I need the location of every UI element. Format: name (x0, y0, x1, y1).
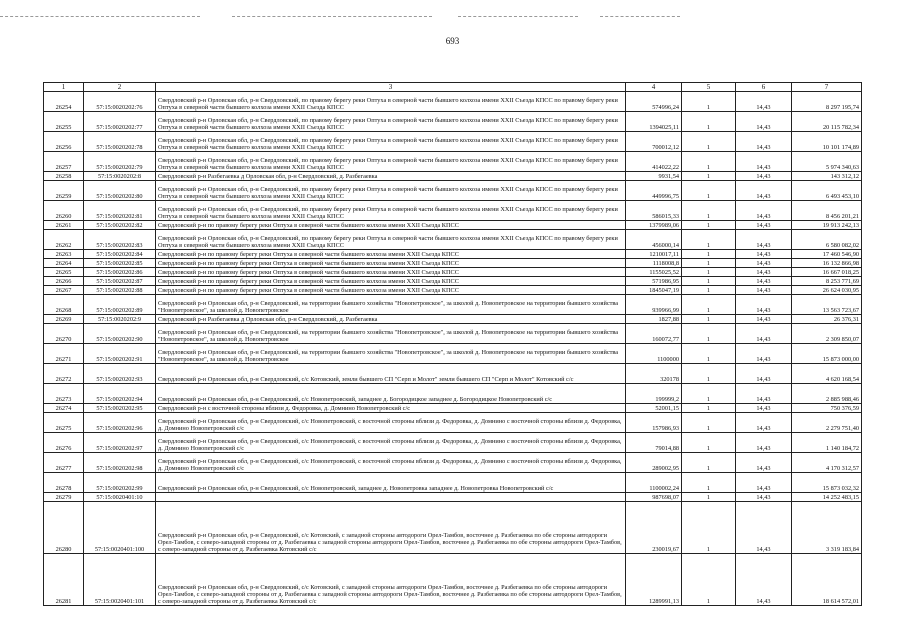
table-row (44, 201, 862, 221)
column-6-cell: 14,43 (736, 413, 792, 433)
row-number-cell: 26256 (44, 132, 84, 152)
value-cell: 6 493 453,10 (792, 181, 862, 201)
address-cell: Свердловский р-н Разбегаевка д Орловская обл, р-н Свердловский, д. Разбегаевка (156, 172, 626, 181)
cadastral-number-cell: 57:15:0020202:98 (84, 453, 156, 473)
address-cell: Свердловский р-н Орловская обл, р-н Свердловский, по правому берегу реки Оптуха в северной части бывшего колхоза имени XXII Съезда КПСС по правому берегу реки Оптуха в северной части бывшего колхоза имени XXII Съезда КПСС (156, 132, 626, 152)
cadastral-number-cell: 57:15:0020202:80 (84, 181, 156, 201)
value-cell: 26 376,31 (792, 315, 862, 324)
table-row (44, 221, 862, 230)
row-number-cell: 26281 (44, 554, 84, 606)
value-cell: 10 101 174,89 (792, 132, 862, 152)
column-header: 5 (682, 83, 736, 92)
cadastral-number-cell: 57:15:0020202:97 (84, 433, 156, 453)
column-header: 4 (626, 83, 682, 92)
address-cell: Свердловский р-н Орловская обл, р-н Свердловский, на территории бывшего хозяйства "Новопетровское", за школой д. Новопетровское на территории бывшего хозяйства "Новопетровское", за школой д. Новопетровское (156, 344, 626, 364)
column-5-cell: 1 (682, 92, 736, 112)
table-row (44, 295, 862, 315)
column-5-cell: 1 (682, 230, 736, 250)
value-cell: 143 312,12 (792, 172, 862, 181)
address-cell: Свердловский р-н Орловская обл, р-н Свердловский, на территории бывшего хозяйства "Новопетровское", за школой д. Новопетровское на территории бывшего хозяйства "Новопетровское", за школой д. Новопетровское (156, 295, 626, 315)
row-number-cell: 26262 (44, 230, 84, 250)
row-number-cell: 26271 (44, 344, 84, 364)
value-cell: 6 580 082,02 (792, 230, 862, 250)
row-number-cell: 26279 (44, 493, 84, 502)
table-row (44, 404, 862, 413)
column-5-cell: 1 (682, 259, 736, 268)
row-number-cell: 26276 (44, 433, 84, 453)
header-row (44, 83, 862, 92)
table-row (44, 230, 862, 250)
cadastral-number-cell: 57:15:0020202:82 (84, 221, 156, 230)
address-cell: Свердловский р-н Орловская обл, р-н Свердловский, по правому берегу реки Оптуха в северной части бывшего колхоза имени XXII Съезда КПСС по правому берегу реки Оптуха в северной части бывшего колхоза имени XXII Съезда КПСС (156, 92, 626, 112)
value-cell: 8 253 771,69 (792, 277, 862, 286)
row-number-cell: 26269 (44, 315, 84, 324)
cadastral-number-cell: 57:15:0020202:84 (84, 250, 156, 259)
column-6-cell: 14,43 (736, 554, 792, 606)
value-cell: 1 140 184,72 (792, 433, 862, 453)
column-5-cell: 1 (682, 502, 736, 554)
row-number-cell: 26268 (44, 295, 84, 315)
column-5-cell: 1 (682, 181, 736, 201)
address-cell: Свердловский р-н Орловская обл, р-н Свердловский, с/с Котовский, с западной стороны автодороги Орел-Тамбов, восточнее д. Разбегаевка по обе стороны автодороги Орел-Тамбов, с северо-западной стороны от д. Разбегаевка с западной стороны автодороги Орел-Тамбов, восточнее д. Разбегаевка по обе стороны автодороги Орел-Тамбов, с северо-западной стороны от д. Разбегаевка Котовский с/с (156, 554, 626, 606)
column-6-cell: 14,43 (736, 152, 792, 172)
table-row (44, 364, 862, 384)
area-cell: 571986,95 (626, 277, 682, 286)
value-cell: 20 115 782,34 (792, 112, 862, 132)
value-cell: 14 252 483,15 (792, 493, 862, 502)
column-header: 1 (44, 83, 84, 92)
table-row (44, 132, 862, 152)
value-cell: 8 456 201,21 (792, 201, 862, 221)
column-5-cell: 1 (682, 277, 736, 286)
value-cell: 16 132 866,98 (792, 259, 862, 268)
value-cell: 3 319 183,84 (792, 502, 862, 554)
row-number-cell: 26278 (44, 473, 84, 493)
column-header: 7 (792, 83, 862, 92)
column-6-cell: 14,43 (736, 384, 792, 404)
column-header: 2 (84, 83, 156, 92)
area-cell: 1827,88 (626, 315, 682, 324)
column-5-cell: 1 (682, 112, 736, 132)
column-6-cell: 14,43 (736, 453, 792, 473)
area-cell: 414022,22 (626, 152, 682, 172)
table-row (44, 92, 862, 112)
address-cell: Свердловский р-н по правому берегу реки Оптуха в северной части бывшего колхоза имени XXII Съезда КПСС (156, 286, 626, 295)
address-cell: Свердловский р-н с восточной стороны вблизи д. Федоровка, д. Домнино Новопетровский с/с (156, 404, 626, 413)
column-6-cell: 14,43 (736, 132, 792, 152)
area-cell: 586015,33 (626, 201, 682, 221)
cadastral-number-cell: 57:15:0020202:90 (84, 324, 156, 344)
cadastral-number-cell: 57:15:0020202:95 (84, 404, 156, 413)
column-5-cell: 1 (682, 344, 736, 364)
address-cell: Свердловский р-н Орловская обл, р-н Свердловский, с/с Котовский, с западной стороны автодороги Орел-Тамбов, восточнее д. Разбегаевка по обе стороны автодороги Орел-Тамбов, с северо-западной стороны от д. Разбегаевка с западной стороны автодороги Орел-Тамбов, восточнее д. Разбегаевка по обе стороны автодороги Орел-Тамбов, с северо-западной стороны от д. Разбегаевка Котовский с/с (156, 502, 626, 554)
row-number-cell: 26267 (44, 286, 84, 295)
column-6-cell: 14,43 (736, 433, 792, 453)
page-number: 693 (445, 36, 460, 46)
table-row (44, 181, 862, 201)
address-cell (156, 493, 626, 502)
cadastral-number-cell: 57:15:0020202:76 (84, 92, 156, 112)
address-cell: Свердловский р-н Разбегаевка д Орловская обл, р-н Свердловский, д. Разбегаевка (156, 315, 626, 324)
address-cell: Свердловский р-н Орловская обл, р-н Свердловский, с/с Котовский, земли бывшего СП "Серп и Молот" земли бывшего СП "Серп и Молот" Котовский с/с (156, 364, 626, 384)
column-6-cell: 14,43 (736, 181, 792, 201)
column-5-cell: 1 (682, 404, 736, 413)
area-cell: 199999,2 (626, 384, 682, 404)
column-6-cell: 14,43 (736, 230, 792, 250)
scan-artifact (600, 16, 680, 18)
column-header: 6 (736, 83, 792, 92)
column-5-cell: 1 (682, 152, 736, 172)
cadastral-number-cell: 57:15:0020202:9 (84, 315, 156, 324)
table-row (44, 384, 862, 404)
table-row (44, 268, 862, 277)
area-cell: 79014,88 (626, 433, 682, 453)
row-number-cell: 26270 (44, 324, 84, 344)
cadastral-number-cell: 57:15:0020202:96 (84, 413, 156, 433)
row-number-cell: 26272 (44, 364, 84, 384)
value-cell: 4 620 168,54 (792, 364, 862, 384)
table-row (44, 453, 862, 473)
area-cell: 456000,14 (626, 230, 682, 250)
column-6-cell: 14,43 (736, 92, 792, 112)
row-number-cell: 26273 (44, 384, 84, 404)
address-cell: Свердловский р-н Орловская обл, р-н Свердловский, с/с Новопетровский, с восточной стороны вблизи д. Федоровка, д. Домнино с восточной стороны вблизи д. Федоровка, д. Домнино Новопетровский с/с (156, 413, 626, 433)
column-6-cell: 14,43 (736, 404, 792, 413)
column-6-cell: 14,43 (736, 259, 792, 268)
land-register-table (43, 82, 862, 606)
address-cell: Свердловский р-н Орловская обл, р-н Свердловский, на территории бывшего хозяйства "Новопетровское", за школой д. Новопетровское на территории бывшего хозяйства "Новопетровское", за школой д. Новопетровское (156, 324, 626, 344)
value-cell: 8 297 195,74 (792, 92, 862, 112)
table-row (44, 502, 862, 554)
column-5-cell: 1 (682, 413, 736, 433)
area-cell: 1100000 (626, 344, 682, 364)
table-row (44, 554, 862, 606)
column-6-cell: 14,43 (736, 250, 792, 259)
area-cell: 1100002,24 (626, 473, 682, 493)
column-5-cell: 1 (682, 384, 736, 404)
value-cell: 2 885 988,46 (792, 384, 862, 404)
row-number-cell: 26264 (44, 259, 84, 268)
cadastral-number-cell: 57:15:0020202:94 (84, 384, 156, 404)
area-cell: 1155025,52 (626, 268, 682, 277)
address-cell: Свердловский р-н Орловская обл, р-н Свердловский, по правому берегу реки Оптуха в северной части бывшего колхоза имени XXII Съезда КПСС по правому берегу реки Оптуха в северной части бывшего колхоза имени XXII Съезда КПСС (156, 230, 626, 250)
cadastral-number-cell: 57:15:0020202:78 (84, 132, 156, 152)
table-row (44, 172, 862, 181)
column-6-cell: 14,43 (736, 201, 792, 221)
table-row (44, 112, 862, 132)
column-5-cell: 1 (682, 493, 736, 502)
area-cell: 574996,24 (626, 92, 682, 112)
row-number-cell: 26266 (44, 277, 84, 286)
column-5-cell: 1 (682, 295, 736, 315)
cadastral-number-cell: 57:15:0020202:89 (84, 295, 156, 315)
table-row (44, 473, 862, 493)
table-row (44, 152, 862, 172)
address-cell: Свердловский р-н по правому берегу реки Оптуха в северной части бывшего колхоза имени XXII Съезда КПСС (156, 268, 626, 277)
column-5-cell: 1 (682, 221, 736, 230)
value-cell: 2 279 751,40 (792, 413, 862, 433)
cadastral-number-cell: 57:15:0020202:77 (84, 112, 156, 132)
row-number-cell: 26258 (44, 172, 84, 181)
cadastral-number-cell: 57:15:0020202:91 (84, 344, 156, 364)
area-cell: 9931,54 (626, 172, 682, 181)
column-5-cell: 1 (682, 364, 736, 384)
cadastral-number-cell: 57:15:0020202:79 (84, 152, 156, 172)
area-cell: 157986,93 (626, 413, 682, 433)
column-header: 3 (156, 83, 626, 92)
column-5-cell: 1 (682, 250, 736, 259)
row-number-cell: 26280 (44, 502, 84, 554)
table-row (44, 324, 862, 344)
table-row (44, 315, 862, 324)
area-cell: 1845047,19 (626, 286, 682, 295)
area-cell: 987698,07 (626, 493, 682, 502)
column-5-cell: 1 (682, 315, 736, 324)
row-number-cell: 26259 (44, 181, 84, 201)
area-cell: 320178 (626, 364, 682, 384)
cadastral-number-cell: 57:15:0020202:86 (84, 268, 156, 277)
column-6-cell: 14,43 (736, 112, 792, 132)
area-cell: 1118008,8 (626, 259, 682, 268)
address-cell: Свердловский р-н Орловская обл, р-н Свердловский, по правому берегу реки Оптуха в северной части бывшего колхоза имени XXII Съезда КПСС по правому берегу реки Оптуха в северной части бывшего колхоза имени XXII Съезда КПСС (156, 201, 626, 221)
address-cell: Свердловский р-н Орловская обл, р-н Свердловский, с/с Новопетровский, с восточной стороны вблизи д. Федоровка, д. Домнино с восточной стороны вблизи д. Федоровка, д. Домнино Новопетровский с/с (156, 433, 626, 453)
column-5-cell: 1 (682, 473, 736, 493)
column-5-cell: 1 (682, 324, 736, 344)
row-number-cell: 26263 (44, 250, 84, 259)
address-cell: Свердловский р-н по правому берегу реки Оптуха в северной части бывшего колхоза имени XXII Съезда КПСС (156, 259, 626, 268)
address-cell: Свердловский р-н Орловская обл, р-н Свердловский, с/с Новопетровский, западнее д. Богородицкое западнее д. Богородицкое Новопетровский с/с (156, 384, 626, 404)
column-6-cell: 14,43 (736, 277, 792, 286)
address-cell: Свердловский р-н Орловская обл, р-н Свердловский, по правому берегу реки Оптуха в северной части бывшего колхоза имени XXII Съезда КПСС по правому берегу реки Оптуха в северной части бывшего колхоза имени XXII Съезда КПСС (156, 181, 626, 201)
column-5-cell: 1 (682, 286, 736, 295)
cadastral-number-cell: 57:15:0020202:8 (84, 172, 156, 181)
value-cell: 15 873 032,32 (792, 473, 862, 493)
row-number-cell: 26277 (44, 453, 84, 473)
value-cell: 16 667 018,25 (792, 268, 862, 277)
column-5-cell: 1 (682, 132, 736, 152)
cadastral-number-cell: 57:15:0020401:101 (84, 554, 156, 606)
cadastral-number-cell: 57:15:0020202:93 (84, 364, 156, 384)
column-6-cell: 14,43 (736, 364, 792, 384)
column-5-cell: 1 (682, 554, 736, 606)
cadastral-number-cell: 57:15:0020202:83 (84, 230, 156, 250)
cadastral-number-cell: 57:15:0020401:10 (84, 493, 156, 502)
area-cell: 52001,15 (626, 404, 682, 413)
table-row (44, 286, 862, 295)
cadastral-number-cell: 57:15:0020202:99 (84, 473, 156, 493)
address-cell: Свердловский р-н Орловская обл, р-н Свердловский, с/с Новопетровский, с восточной стороны вблизи д. Федоровка, д. Домнино с восточной стороны вблизи д. Федоровка, д. Домнино Новопетровский с/с (156, 453, 626, 473)
value-cell: 17 460 546,90 (792, 250, 862, 259)
area-cell: 289002,95 (626, 453, 682, 473)
row-number-cell: 26265 (44, 268, 84, 277)
value-cell: 5 974 340,63 (792, 152, 862, 172)
value-cell: 18 614 572,01 (792, 554, 862, 606)
area-cell: 1394025,11 (626, 112, 682, 132)
table-row (44, 433, 862, 453)
area-cell: 230019,67 (626, 502, 682, 554)
value-cell: 2 309 850,07 (792, 324, 862, 344)
column-5-cell: 1 (682, 453, 736, 473)
area-cell: 449996,75 (626, 181, 682, 201)
scan-artifact (458, 16, 578, 18)
value-cell: 750 376,59 (792, 404, 862, 413)
address-cell: Свердловский р-н Орловская обл, р-н Свердловский, по правому берегу реки Оптуха в северной части бывшего колхоза имени XXII Съезда КПСС по правому берегу реки Оптуха в северной части бывшего колхоза имени XXII Съезда КПСС (156, 112, 626, 132)
value-cell: 19 913 242,13 (792, 221, 862, 230)
address-cell: Свердловский р-н Орловская обл, р-н Свердловский, с/с Новопетровский, западнее д. Новопетровка западнее д. Новопетровка Новопетровский с/с (156, 473, 626, 493)
area-cell: 1289991,13 (626, 554, 682, 606)
table-row (44, 493, 862, 502)
scan-artifact (0, 16, 200, 18)
cadastral-number-cell: 57:15:0020202:88 (84, 286, 156, 295)
row-number-cell: 26261 (44, 221, 84, 230)
table-row (44, 413, 862, 433)
address-cell: Свердловский р-н по правому берегу реки Оптуха в северной части бывшего колхоза имени XXII Съезда КПСС (156, 221, 626, 230)
row-number-cell: 26255 (44, 112, 84, 132)
cadastral-number-cell: 57:15:0020202:85 (84, 259, 156, 268)
column-6-cell: 14,43 (736, 172, 792, 181)
row-number-cell: 26260 (44, 201, 84, 221)
row-number-cell: 26274 (44, 404, 84, 413)
cadastral-number-cell: 57:15:0020401:100 (84, 502, 156, 554)
address-cell: Свердловский р-н по правому берегу реки Оптуха в северной части бывшего колхоза имени XXII Съезда КПСС (156, 250, 626, 259)
column-6-cell: 14,43 (736, 493, 792, 502)
column-6-cell: 14,43 (736, 315, 792, 324)
column-6-cell: 14,43 (736, 268, 792, 277)
table-row (44, 259, 862, 268)
column-6-cell: 14,43 (736, 502, 792, 554)
table-row (44, 277, 862, 286)
area-cell: 1210017,11 (626, 250, 682, 259)
value-cell: 26 624 030,95 (792, 286, 862, 295)
value-cell: 13 563 723,67 (792, 295, 862, 315)
column-6-cell: 14,43 (736, 295, 792, 315)
row-number-cell: 26275 (44, 413, 84, 433)
column-5-cell: 1 (682, 172, 736, 181)
area-cell: 700012,12 (626, 132, 682, 152)
cadastral-number-cell: 57:15:0020202:81 (84, 201, 156, 221)
value-cell: 4 170 312,57 (792, 453, 862, 473)
column-6-cell: 14,43 (736, 324, 792, 344)
column-6-cell: 14,43 (736, 473, 792, 493)
column-6-cell: 14,43 (736, 286, 792, 295)
value-cell: 15 873 000,00 (792, 344, 862, 364)
column-5-cell: 1 (682, 201, 736, 221)
row-number-cell: 26254 (44, 92, 84, 112)
area-cell: 160072,77 (626, 324, 682, 344)
address-cell: Свердловский р-н Орловская обл, р-н Свердловский, по правому берегу реки Оптуха в северной части бывшего колхоза имени XXII Съезда КПСС по правому берегу реки Оптуха в северной части бывшего колхоза имени XXII Съезда КПСС (156, 152, 626, 172)
area-cell: 1379989,06 (626, 221, 682, 230)
scan-artifact (232, 16, 432, 18)
column-6-cell: 14,43 (736, 344, 792, 364)
table-row (44, 250, 862, 259)
area-cell: 939966,99 (626, 295, 682, 315)
column-5-cell: 1 (682, 268, 736, 277)
column-5-cell: 1 (682, 433, 736, 453)
column-6-cell: 14,43 (736, 221, 792, 230)
table-row (44, 344, 862, 364)
cadastral-number-cell: 57:15:0020202:87 (84, 277, 156, 286)
row-number-cell: 26257 (44, 152, 84, 172)
address-cell: Свердловский р-н по правому берегу реки Оптуха в северной части бывшего колхоза имени XXII Съезда КПСС (156, 277, 626, 286)
